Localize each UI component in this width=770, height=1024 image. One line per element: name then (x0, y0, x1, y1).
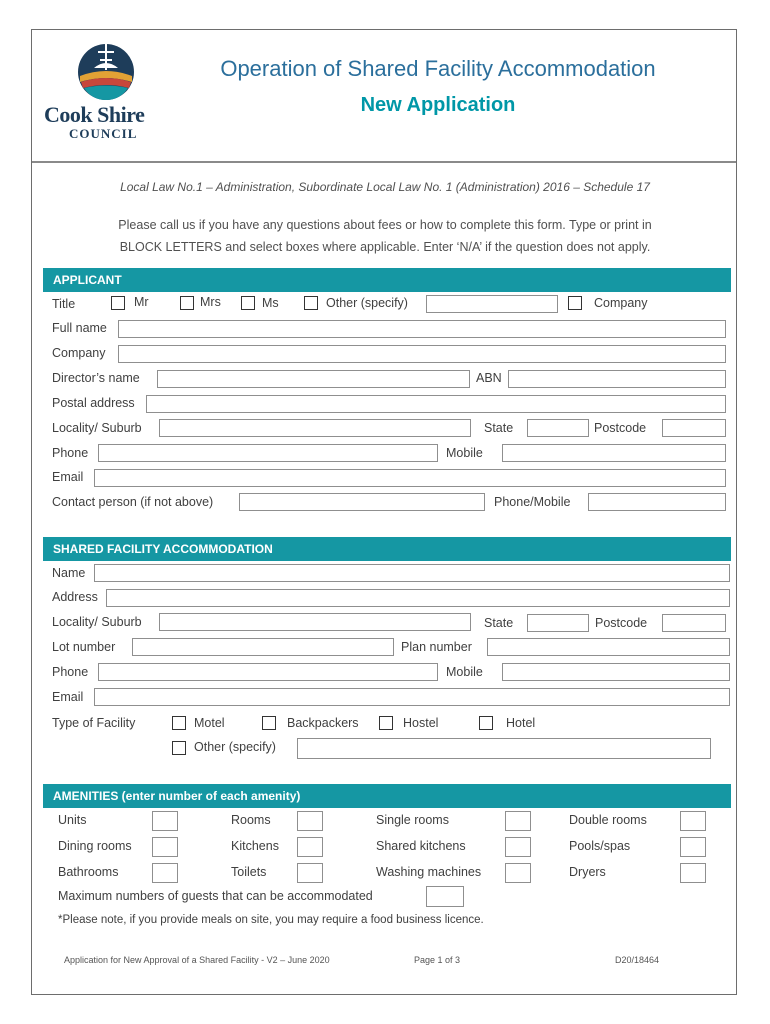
phone-input[interactable] (98, 444, 438, 462)
abn-input[interactable] (508, 370, 726, 388)
company-check-label: Company (594, 296, 648, 310)
locality-input[interactable] (159, 419, 471, 437)
contact-person-label (52, 495, 213, 509)
postcode-label: Postcode (594, 421, 647, 435)
title-label: Title (52, 297, 76, 311)
facility-name-label: Name (52, 566, 86, 580)
other-title-checkbox[interactable] (304, 296, 318, 310)
plan-number-label: Plan number (401, 640, 472, 654)
logo-text-sub: COUNCIL (69, 126, 138, 141)
dryers-label: Dryers (569, 865, 606, 879)
motel-label: Motel (194, 716, 225, 730)
other-title-input[interactable] (426, 295, 558, 313)
postal-address-input[interactable] (146, 395, 726, 413)
facility-email-input[interactable] (94, 688, 730, 706)
mrs-label: Mrs (200, 295, 221, 309)
facility-locality-label: Locality/ Suburb (52, 615, 142, 629)
kitchens-input[interactable] (297, 837, 323, 857)
mobile-input[interactable] (502, 444, 726, 462)
hostel-checkbox[interactable] (379, 716, 393, 730)
postcode-input[interactable] (662, 419, 726, 437)
backpackers-checkbox[interactable] (262, 716, 276, 730)
double-rooms-label: Double rooms (569, 813, 647, 827)
lot-number-label: Lot number (52, 640, 116, 654)
amenities-section-heading: AMENITIES (enter number of each amenity) (43, 784, 731, 808)
contact-person-text: Contact person (if not above) (52, 495, 214, 509)
contact-person-input[interactable] (239, 493, 485, 511)
motel-checkbox[interactable] (172, 716, 186, 730)
phone-mobile-input[interactable] (588, 493, 726, 511)
facility-address-input[interactable] (106, 589, 730, 607)
intro-line-2: BLOCK LETTERS and select boxes where applicable. Enter ‘N/A’ if the question does not apply. (119, 240, 651, 254)
backpackers-label: Backpackers (287, 716, 359, 730)
footer-form-version: Application for New Approval of a Shared Facility - V2 – June 2020 (64, 955, 330, 965)
dining-rooms-input[interactable] (152, 837, 178, 857)
shared-kitchens-input[interactable] (505, 837, 531, 857)
max-guests-label: Maximum numbers of guests that can be accommodated (58, 889, 373, 903)
other-title-label: Other (specify) (326, 296, 408, 310)
other-facility-input[interactable] (297, 738, 711, 759)
washing-machines-label: Washing machines (376, 865, 482, 879)
facility-phone-input[interactable] (98, 663, 438, 681)
council-logo (76, 38, 136, 102)
mobile-label: Mobile (446, 446, 483, 460)
hostel-label: Hostel (403, 716, 439, 730)
rooms-input[interactable] (297, 811, 323, 831)
bathrooms-input[interactable] (152, 863, 178, 883)
email-input[interactable] (94, 469, 726, 487)
phone-label: Phone (52, 446, 89, 460)
single-rooms-input[interactable] (505, 811, 531, 831)
dryers-input[interactable] (680, 863, 706, 883)
other-facility-checkbox[interactable] (172, 741, 186, 755)
directors-name-input[interactable] (157, 370, 470, 388)
header-divider (32, 161, 736, 163)
page-subtitle: New Application (360, 94, 516, 116)
rooms-label: Rooms (231, 813, 271, 827)
facility-state-label: State (484, 616, 514, 630)
double-rooms-input[interactable] (680, 811, 706, 831)
pools-spas-label: Pools/spas (569, 839, 631, 853)
shared-kitchens-label: Shared kitchens (376, 839, 466, 853)
hotel-checkbox[interactable] (479, 716, 493, 730)
other-facility-label: Other (specify) (194, 740, 276, 754)
toilets-label: Toilets (231, 865, 267, 879)
phone-mobile-label: Phone/Mobile (494, 495, 571, 509)
applicant-section-heading: APPLICANT (43, 268, 731, 292)
mr-checkbox[interactable] (111, 296, 125, 310)
email-label: Email (52, 470, 84, 484)
footer-doc-id: D20/18464 (615, 955, 660, 965)
dining-rooms-label: Dining rooms (58, 839, 132, 853)
food-licence-note: *Please note, if you provide meals on site, you may require a food business licence. (58, 914, 484, 926)
locality-label: Locality/ Suburb (52, 421, 142, 435)
mrs-checkbox[interactable] (180, 296, 194, 310)
abn-label: ABN (476, 371, 502, 385)
facility-postcode-input[interactable] (662, 614, 726, 632)
hotel-label: Hotel (506, 716, 536, 730)
company-label: Company (52, 346, 106, 360)
facility-state-input[interactable] (527, 614, 589, 632)
logo-text-main: Cook Shire (44, 102, 145, 127)
state-label: State (484, 421, 514, 435)
intro-text (72, 214, 698, 258)
company-input[interactable] (118, 345, 726, 363)
facility-mobile-label: Mobile (446, 665, 483, 679)
postal-address-label: Postal address (52, 396, 135, 410)
ms-checkbox[interactable] (241, 296, 255, 310)
pools-spas-input[interactable] (680, 837, 706, 857)
facility-email-label: Email (52, 690, 84, 704)
units-label: Units (58, 813, 87, 827)
facility-address-label: Address (52, 590, 98, 604)
full-name-label: Full name (52, 321, 107, 335)
toilets-input[interactable] (297, 863, 323, 883)
facility-locality-input[interactable] (159, 613, 471, 631)
page-title: Operation of Shared Facility Accommodation (220, 56, 656, 81)
facility-postcode-label: Postcode (595, 616, 648, 630)
ms-label: Ms (262, 296, 279, 310)
logo-emblem-icon (76, 38, 136, 102)
facility-mobile-input[interactable] (502, 663, 730, 681)
lot-number-input[interactable] (132, 638, 394, 656)
facility-type-label: Type of Facility (52, 716, 136, 730)
footer-page-number: Page 1 of 3 (414, 955, 461, 965)
washing-machines-input[interactable] (505, 863, 531, 883)
state-input[interactable] (527, 419, 589, 437)
facility-section-heading: SHARED FACILITY ACCOMMODATION (43, 537, 731, 561)
kitchens-label: Kitchens (231, 839, 279, 853)
full-name-input[interactable] (118, 320, 726, 338)
mr-label: Mr (134, 295, 149, 309)
bathrooms-label: Bathrooms (58, 865, 119, 879)
single-rooms-label: Single rooms (376, 813, 449, 827)
intro-line-1: Please call us if you have any questions about fees or how to complete this form. Type or print in (118, 218, 652, 232)
facility-phone-label: Phone (52, 665, 89, 679)
plan-number-input[interactable] (487, 638, 730, 656)
units-input[interactable] (152, 811, 178, 831)
max-guests-input[interactable] (426, 886, 464, 907)
directors-name-label: Director’s name (52, 371, 140, 385)
law-reference: Local Law No.1 – Administration, Subordinate Local Law No. 1 (Administration) 2016 – Schedule 17 (120, 180, 650, 194)
company-checkbox[interactable] (568, 296, 582, 310)
form-page (31, 29, 737, 995)
facility-name-input[interactable] (94, 564, 730, 582)
